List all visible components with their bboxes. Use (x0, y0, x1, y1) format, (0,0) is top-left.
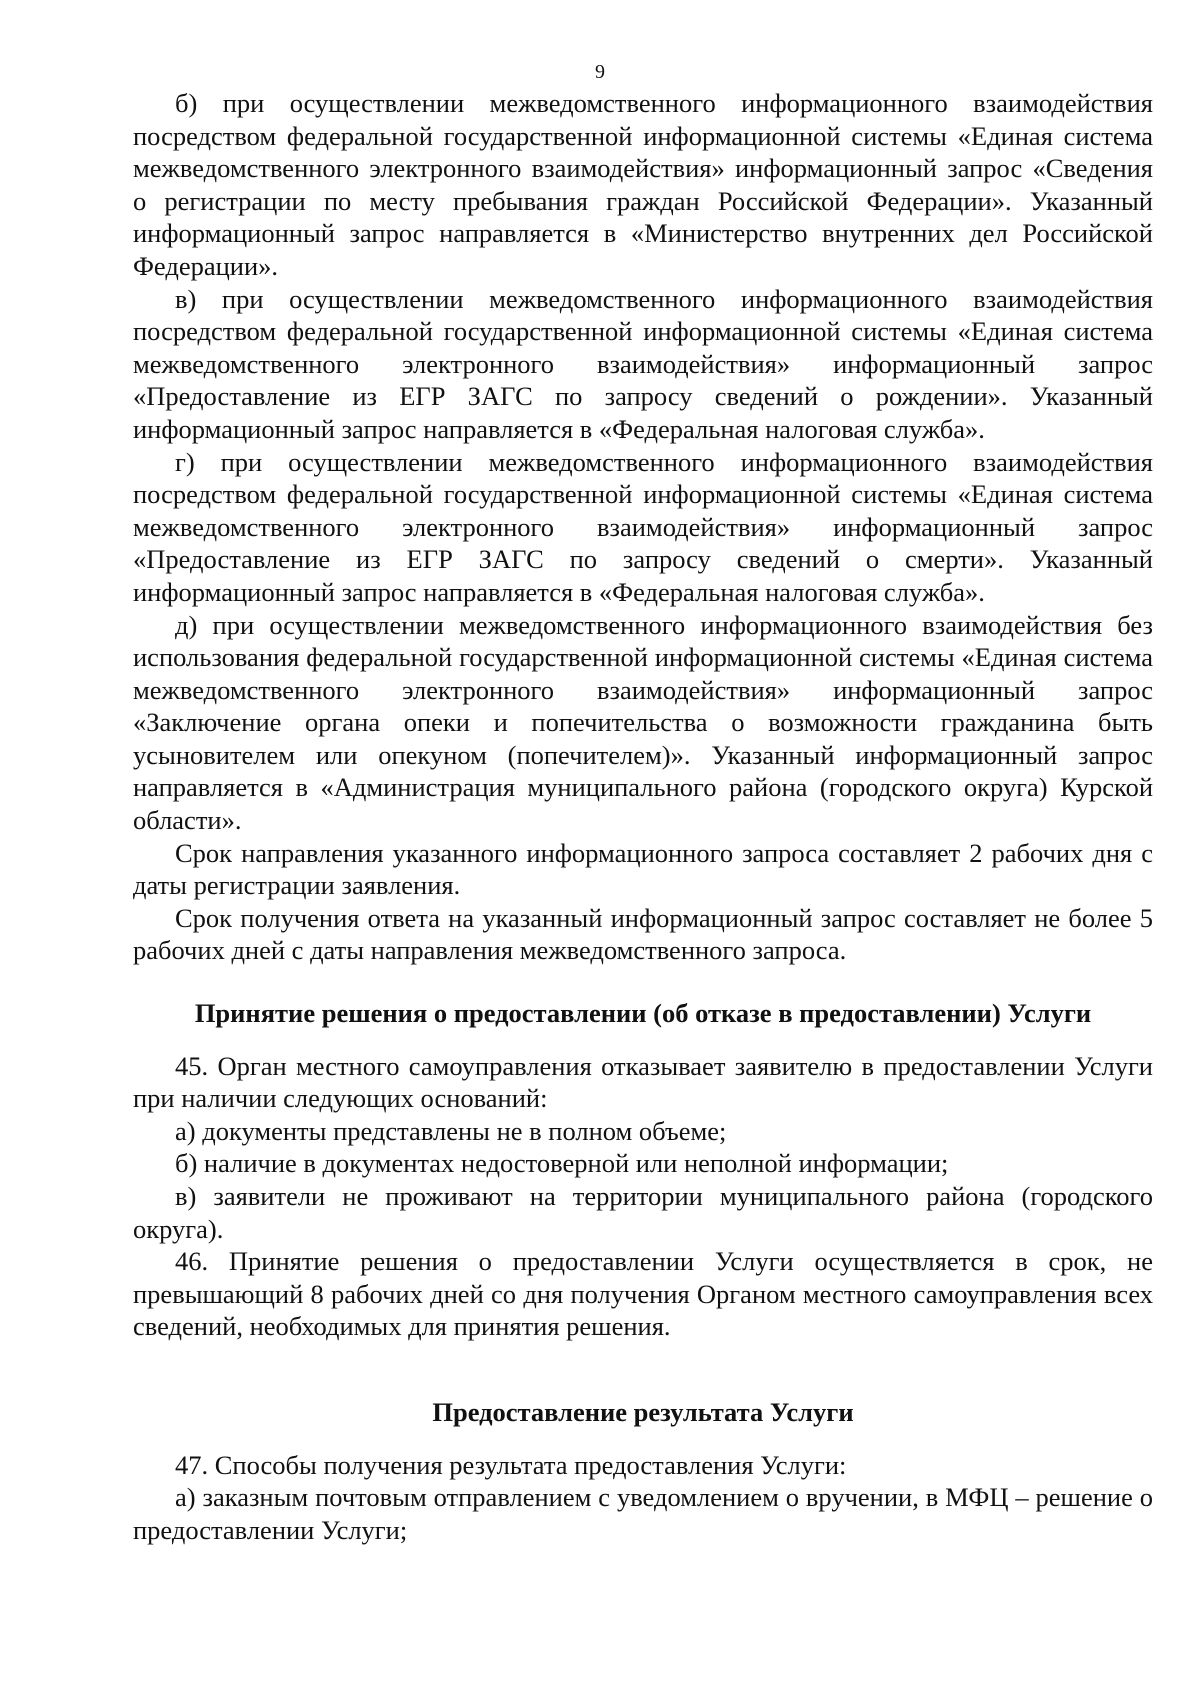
paragraph-g: г) при осуществлении межведомственного информационного взаимодействия посредством федеральной государственной информационной системы «Единая система межведомственного электронного взаимодействия» информационный запрос «Предоставление из ЕГР ЗАГС по запросу сведений о смерти». Указанный информационный запрос направляется в «Федеральная налоговая служба». (133, 446, 1153, 607)
paragraph-45-b: б) наличие в документах недостоверной или неполной информации; (175, 1148, 949, 1179)
paragraph-b: б) при осуществлении межведомственного информационного взаимодействия посредством федеральной государственной информационной системы «Единая система межведомственного электронного взаимодействия» информационный запрос «Сведения о регистрации по месту пребывания граждан Российской Федерации». Указанный информационный запрос направляется в «Министерство внутренних дел Российской Федерации». (133, 88, 1153, 281)
paragraph-response-term: Срок получения ответа на указанный информационный запрос составляет не более 5 рабочих дней с даты направления межведомственного запроса. (133, 902, 1153, 966)
section-heading-result: Предоставление результата Услуги (432, 1396, 854, 1427)
paragraph-47: 47. Способы получения результата предоставления Услуги: (175, 1449, 847, 1480)
paragraph-v: в) при осуществлении межведомственного информационного взаимодействия посредством федеральной государственной информационной системы «Единая система межведомственного электронного взаимодействия» информационный запрос «Предоставление из ЕГР ЗАГС по запросу сведений о рождении». Указанный информационный запрос направляется в «Федеральная налоговая служба». (133, 283, 1153, 444)
paragraph-45-a: а) документы представлены не в полном объеме; (175, 1115, 727, 1146)
page-number: 9 (595, 61, 605, 83)
paragraph-45: 45. Орган местного самоуправления отказывает заявителю в предоставлении Услуги при наличии следующих оснований: (133, 1050, 1153, 1114)
document-body (133, 87, 1153, 1546)
paragraph-45-v: в) заявители не проживают на территории муниципального района (городского округа). (133, 1181, 1153, 1244)
paragraph-d: д) при осуществлении межведомственного информационного взаимодействия без использования федеральной государственной информационной системы «Единая система межведомственного электронного взаимодействия» информационный запрос «Заключение органа опеки и попечительства о возможности гражданина быть усыновителем или опекуном (попечителем)». Указанный информационный запрос направляется в «Администрация муниципального района (городского округа) Курской области». (133, 609, 1153, 836)
section-heading-decision: Принятие решения о предоставлении (об отказе в предоставлении) Услуги (194, 998, 1092, 1029)
paragraph-request-send-term: Срок направления указанного информационного запроса составляет 2 рабочих дня с даты регистрации заявления. (133, 837, 1153, 901)
paragraph-47-a: а) заказным почтовым отправлением с уведомлением о вручении, в МФЦ – решение о предоставлении Услуги; (133, 1482, 1153, 1545)
paragraph-46: 46. Принятие решения о предоставлении Услуги осуществляется в срок, не превышающий 8 рабочих дней со дня получения Органом местного самоуправления всех сведений, необходимых для принятия решения. (133, 1246, 1153, 1342)
